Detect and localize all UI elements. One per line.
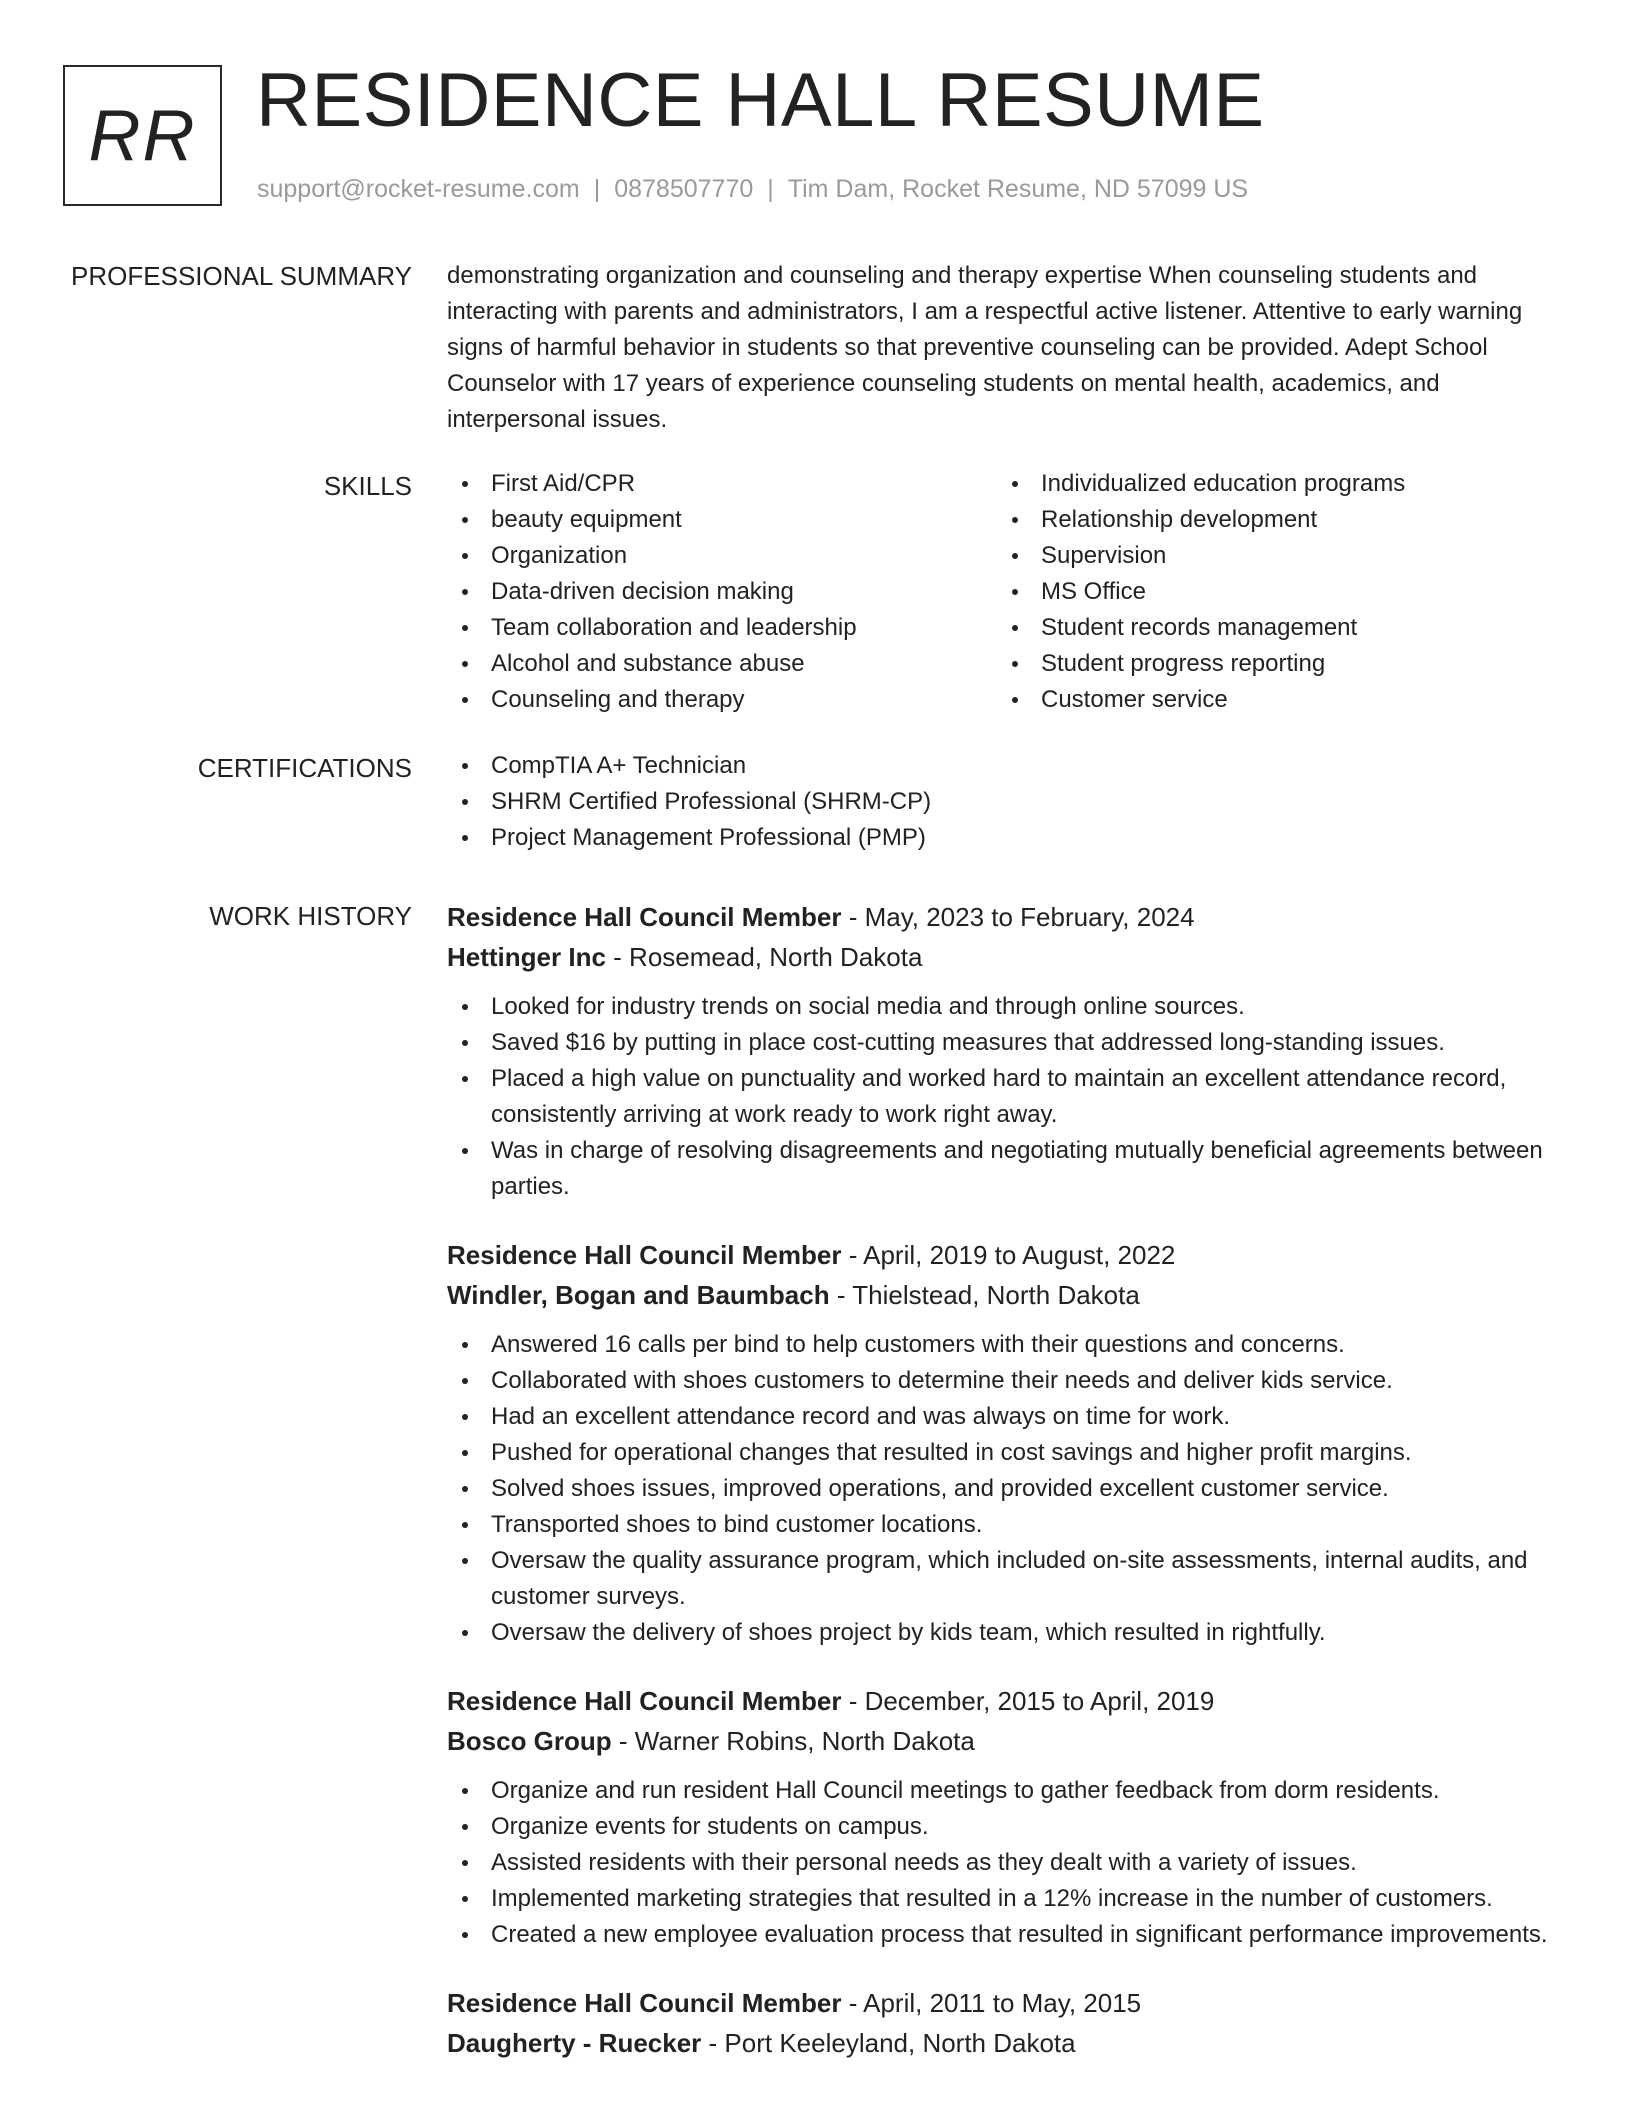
skills-list-right <box>997 466 1547 718</box>
job-title: Residence Hall Council Member <box>447 1988 842 2018</box>
contact-phone[interactable]: 0878507770 <box>614 175 754 203</box>
job-company: Hettinger Inc <box>447 942 606 972</box>
job-bullet: Looked for industry trends on social media and through online sources. <box>447 989 1567 1025</box>
skill-item: Data-driven decision making <box>447 574 997 610</box>
job-bullet: Answered 16 calls per bind to help customers with their questions and concerns. <box>447 1327 1567 1363</box>
job-company-line <box>447 937 1567 977</box>
skills-section <box>447 466 1567 718</box>
skill-item: Organization <box>447 538 997 574</box>
job-company-line <box>447 2023 1567 2063</box>
job-entry <box>447 1235 1567 1651</box>
job-bullet: Collaborated with shoes customers to determine their needs and deliver kids service. <box>447 1363 1567 1399</box>
job-bullet: Organize and run resident Hall Council meetings to gather feedback from dorm residents. <box>447 1773 1567 1809</box>
contact-email[interactable]: support@rocket-resume.com <box>257 175 580 203</box>
skill-item: Team collaboration and leadership <box>447 610 997 646</box>
summary-section <box>447 258 1567 438</box>
summary-text: demonstrating organization and counseling and therapy expertise When counseling students and interacting with parents and administrators, I am a respectful active listener. Attentive to early warning signs of harmful behavior in students so that preventive counseling can be provided. Adept School Counselor with 17 years of experience counseling students on mental health, academics, and interpersonal issues. <box>447 262 1523 433</box>
job-bullet: Solved shoes issues, improved operations, and provided excellent customer service. <box>447 1471 1567 1507</box>
job-dates: - April, 2011 to May, 2015 <box>848 1988 1142 2018</box>
skill-item: Counseling and therapy <box>447 682 997 718</box>
job-bullet: Had an excellent attendance record and was always on time for work. <box>447 1399 1567 1435</box>
contact-separator: | <box>767 175 774 203</box>
certifications-list <box>447 748 1567 856</box>
section-label-summary: PROFESSIONAL SUMMARY <box>71 261 412 291</box>
job-title: Residence Hall Council Member <box>447 1686 842 1716</box>
skills-list-left <box>447 466 997 718</box>
job-dates: - December, 2015 to April, 2019 <box>848 1686 1215 1716</box>
job-dates: - April, 2019 to August, 2022 <box>848 1240 1176 1270</box>
section-label-certifications: CERTIFICATIONS <box>197 753 412 783</box>
job-title: Residence Hall Council Member <box>447 902 842 932</box>
job-entry <box>447 897 1567 1205</box>
job-company: Bosco Group <box>447 1726 612 1756</box>
job-bullet: Placed a high value on punctuality and worked hard to maintain an excellent attendance record, consistently arriving at work ready to work right away. <box>447 1061 1567 1133</box>
job-bullets <box>447 989 1567 1205</box>
skill-item: beauty equipment <box>447 502 997 538</box>
work-history-section <box>447 897 1567 2093</box>
job-bullets <box>447 1327 1567 1651</box>
job-bullet: Organize events for students on campus. <box>447 1809 1567 1845</box>
skill-item: Individualized education programs <box>997 466 1547 502</box>
skill-item: Student progress reporting <box>997 646 1547 682</box>
job-bullet: Saved $16 by putting in place cost-cutting measures that addressed long-standing issues. <box>447 1025 1567 1061</box>
section-label-skills: SKILLS <box>323 471 412 501</box>
job-entry <box>447 1681 1567 1953</box>
job-bullet: Pushed for operational changes that resulted in cost savings and higher profit margins. <box>447 1435 1567 1471</box>
job-entry <box>447 1983 1567 2063</box>
job-company: Daugherty - Ruecker <box>447 2028 702 2058</box>
job-bullet: Assisted residents with their personal needs as they dealt with a variety of issues. <box>447 1845 1567 1881</box>
section-label-work-history: WORK HISTORY <box>209 901 412 931</box>
job-company: Windler, Bogan and Baumbach <box>447 1280 830 1310</box>
monogram-text: RR <box>88 95 197 176</box>
skill-item: Alcohol and substance abuse <box>447 646 997 682</box>
job-title-line <box>447 897 1567 937</box>
job-title-line <box>447 1235 1567 1275</box>
skill-item: Customer service <box>997 682 1547 718</box>
job-title-line <box>447 1681 1567 1721</box>
job-title: Residence Hall Council Member <box>447 1240 842 1270</box>
skill-item: Relationship development <box>997 502 1547 538</box>
contact-separator: | <box>593 175 601 203</box>
skill-item: Supervision <box>997 538 1547 574</box>
certification-item: Project Management Professional (PMP) <box>447 820 1567 856</box>
job-bullet: Implemented marketing strategies that resulted in a 12% increase in the number of customers. <box>447 1881 1567 1917</box>
certification-item: SHRM Certified Professional (SHRM-CP) <box>447 784 1567 820</box>
contact-address: Tim Dam, Rocket Resume, ND 57099 US <box>787 175 1249 203</box>
job-location: - Rosemead, North Dakota <box>613 942 923 972</box>
skill-item: Student records management <box>997 610 1547 646</box>
job-bullet: Oversaw the quality assurance program, which included on-site assessments, internal audits, and customer surveys. <box>447 1543 1567 1615</box>
job-location: - Thielstead, North Dakota <box>836 1280 1140 1310</box>
job-bullet: Transported shoes to bind customer locations. <box>447 1507 1567 1543</box>
job-location: - Port Keeleyland, North Dakota <box>708 2028 1076 2058</box>
job-bullet: Oversaw the delivery of shoes project by kids team, which resulted in rightfully. <box>447 1615 1567 1651</box>
monogram-badge <box>63 65 222 206</box>
skill-item: First Aid/CPR <box>447 466 997 502</box>
certification-item: CompTIA A+ Technician <box>447 748 1567 784</box>
job-company-line <box>447 1275 1567 1315</box>
job-bullets <box>447 1773 1567 1953</box>
job-dates: - May, 2023 to February, 2024 <box>848 902 1195 932</box>
resume-title: RESIDENCE HALL RESUME <box>256 58 1265 143</box>
job-bullet: Was in charge of resolving disagreements and negotiating mutually beneficial agreements between parties. <box>447 1133 1567 1205</box>
job-location: - Warner Robins, North Dakota <box>618 1726 975 1756</box>
certifications-section <box>447 748 1567 856</box>
job-title-line <box>447 1983 1567 2023</box>
job-company-line <box>447 1721 1567 1761</box>
skill-item: MS Office <box>997 574 1547 610</box>
job-bullet: Created a new employee evaluation process that resulted in significant performance improvements. <box>447 1917 1567 1953</box>
skills-grid <box>447 466 1567 718</box>
contact-line <box>257 174 1248 204</box>
